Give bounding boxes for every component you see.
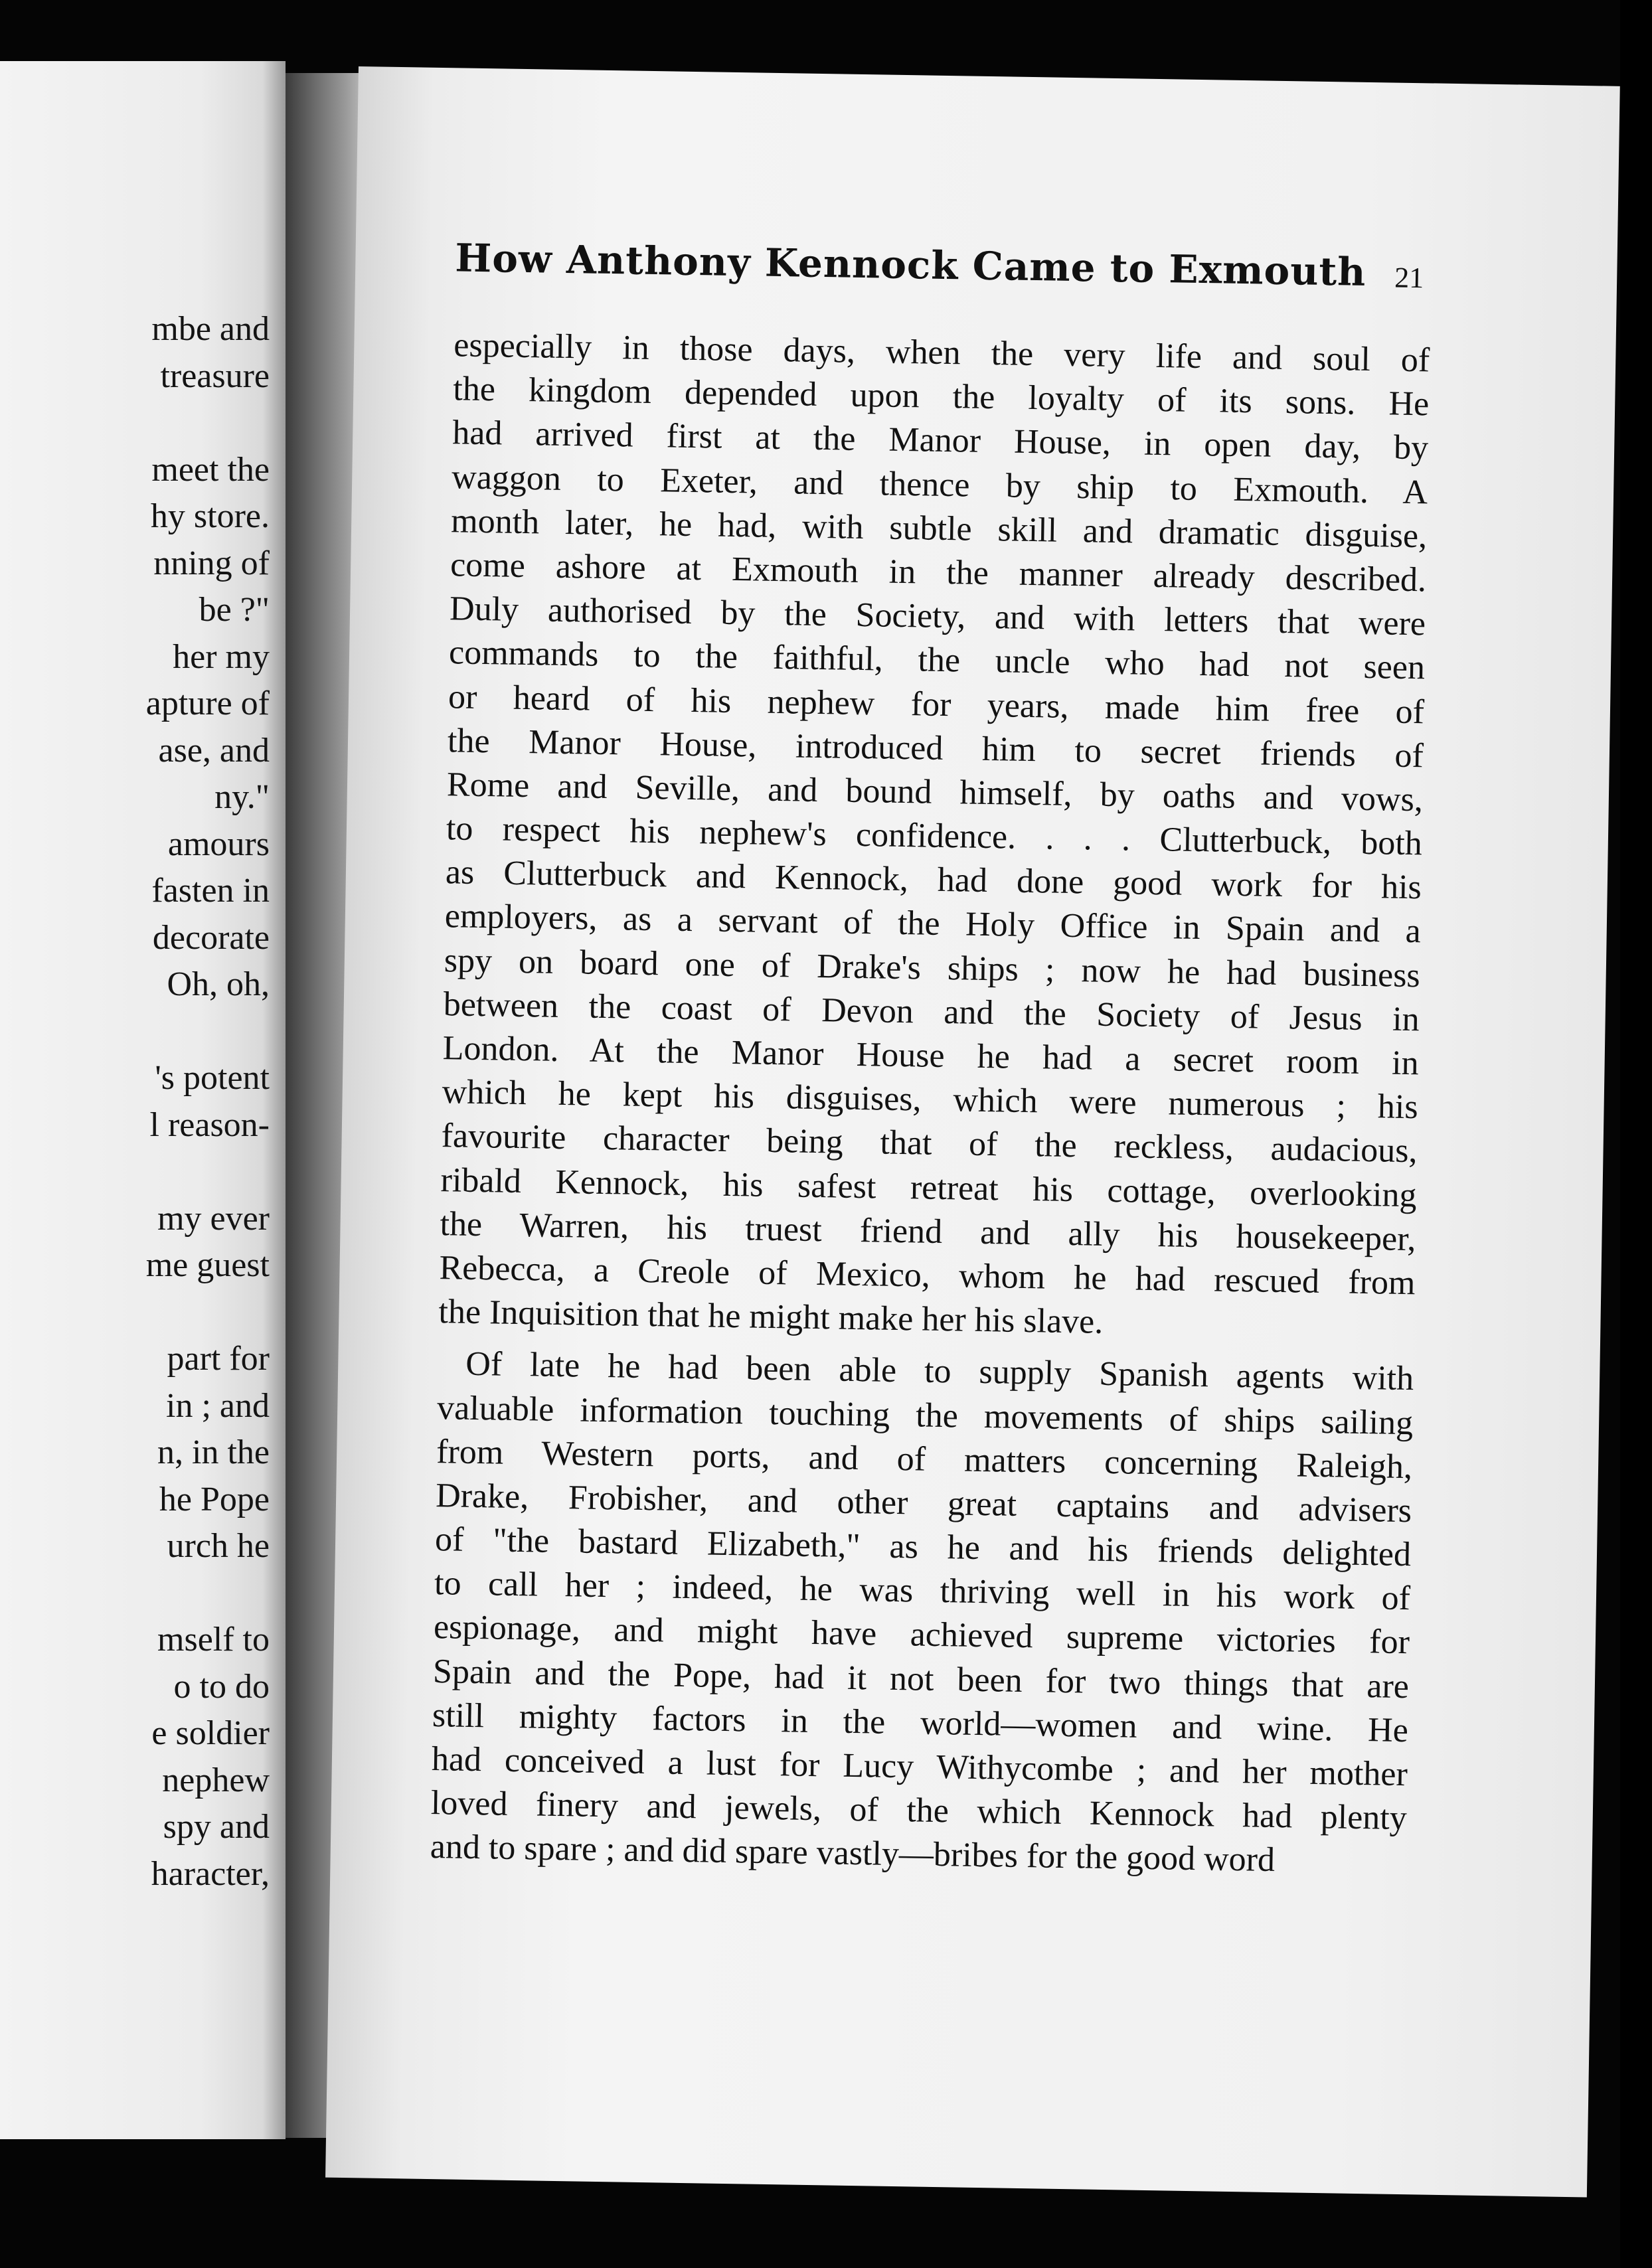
text-line: Of late he had been able to supply Spanish agents with bbox=[465, 1345, 1414, 1398]
text-line: which he kept his disguises, which were numerous ; his bbox=[442, 1073, 1419, 1127]
text-line: commands to the faithful, the uncle who had not seen bbox=[448, 633, 1426, 687]
text-line: the Manor House, introduced him to secret friends of bbox=[447, 721, 1424, 775]
text-line: month later, he had, with subtle skill and dramatic disguise, bbox=[450, 502, 1428, 556]
text-line: Spain and the Pope, had it not been for two things that are bbox=[432, 1652, 1410, 1706]
body-text bbox=[430, 323, 1430, 1884]
left-page-line: hy store. bbox=[150, 497, 270, 535]
left-page-line: he Pope bbox=[159, 1480, 270, 1518]
left-page-line: Oh, oh, bbox=[167, 965, 270, 1003]
left-page-line: l reason- bbox=[149, 1105, 270, 1144]
text-line: valuable information touching the movements of ships sailing bbox=[436, 1388, 1414, 1442]
left-page-line: part for bbox=[167, 1340, 270, 1378]
text-line: London. At the Manor House he had a secret room in bbox=[442, 1029, 1420, 1083]
text-line: spy on board one of Drake's ships ; now he had business bbox=[444, 941, 1421, 995]
left-page-line: 's potent bbox=[155, 1059, 270, 1097]
text-line: waggon to Exeter, and thence by ship to Exmouth. A bbox=[451, 457, 1428, 511]
text-line: especially in those days, when the very life and soul of bbox=[453, 326, 1430, 380]
text-line: the kingdom depended upon the loyalty of its sons. He bbox=[452, 370, 1430, 424]
left-page-line: mself to bbox=[157, 1621, 270, 1659]
left-page-line: nephew bbox=[162, 1761, 270, 1799]
left-page-line: mbe and bbox=[151, 310, 270, 348]
text-line: employers, as a servant of the Holy Office in Spain and a bbox=[444, 897, 1422, 951]
scan-border bbox=[1620, 0, 1652, 2268]
text-line: Rome and Seville, and bound himself, by oaths and vows, bbox=[446, 766, 1424, 819]
text-line: ribald Kennock, his safest retreat his cottage, overlooking bbox=[440, 1161, 1417, 1214]
left-page-line: nning of bbox=[153, 544, 270, 582]
left-page-line: fasten in bbox=[151, 872, 270, 910]
left-page-line: amours bbox=[167, 825, 270, 863]
text-line: to call her ; indeed, he was thriving well in his work of bbox=[434, 1564, 1411, 1618]
text-line: or heard of his nephew for years, made him free of bbox=[448, 677, 1425, 731]
text-line: the Warren, his truest friend and ally his housekeeper, bbox=[440, 1204, 1416, 1258]
page-number: 21 bbox=[1394, 261, 1424, 295]
text-line: espionage, and might have achieved supreme victories for bbox=[433, 1608, 1410, 1662]
text-line: of "the bastard Elizabeth," as he and his friends delighted bbox=[434, 1520, 1412, 1574]
text-line: Duly authorised by the Society, and with letters that were bbox=[449, 590, 1426, 643]
text-line: had arrived first at the Manor House, in open day, by bbox=[452, 414, 1429, 467]
left-page-line: n, in the bbox=[157, 1433, 270, 1471]
paragraph-1 bbox=[438, 323, 1430, 1349]
left-page-line: urch he bbox=[167, 1527, 270, 1565]
left-page-line: my ever bbox=[157, 1199, 270, 1238]
text-line: Rebecca, a Creole of Mexico, whom he had rescued from bbox=[439, 1249, 1416, 1303]
text-line: from Western ports, and of matters concerning Raleigh, bbox=[436, 1432, 1413, 1486]
text-line: favourite character being that of the reckless, audacious, bbox=[441, 1117, 1418, 1171]
text-line: the Inquisition that he might make her his slave. bbox=[438, 1293, 1104, 1341]
left-page-line: decorate bbox=[152, 918, 270, 957]
left-page-line: her my bbox=[173, 637, 270, 676]
left-page-line: o to do bbox=[173, 1667, 270, 1706]
left-page-line: be ?" bbox=[199, 591, 270, 629]
text-line: had conceived a lust for Lucy Withycombe ; and her mother bbox=[431, 1740, 1408, 1794]
running-head: How Anthony Kennock Came to Exmouth bbox=[454, 235, 1366, 295]
right-page bbox=[325, 66, 1620, 2197]
text-line: to respect his nephew's confidence. . . . Clutterbuck, both bbox=[446, 809, 1423, 863]
left-page-line: haracter, bbox=[151, 1854, 270, 1893]
left-page-line: e soldier bbox=[151, 1714, 270, 1752]
text-line: Drake, Frobisher, and other great captains and advisers bbox=[435, 1476, 1412, 1530]
left-page-line: apture of bbox=[145, 685, 270, 722]
text-line: between the coast of Devon and the Society of Jesus in bbox=[443, 985, 1420, 1039]
left-page-line: spy and bbox=[163, 1808, 270, 1846]
left-page-line: ny." bbox=[214, 778, 270, 816]
paragraph-2 bbox=[430, 1342, 1414, 1884]
text-line: come ashore at Exmouth in the manner already described. bbox=[450, 546, 1427, 600]
left-page-line: treasure bbox=[160, 357, 270, 395]
left-page-line: in ; and bbox=[166, 1386, 270, 1425]
text-line: and to spare ; and did spare vastly—bribes for the good word bbox=[430, 1828, 1276, 1880]
left-page-line: ase, and bbox=[158, 731, 270, 770]
left-page-line: me guest bbox=[145, 1246, 270, 1284]
text-line: loved finery and jewels, of the which Kennock had plenty bbox=[430, 1784, 1408, 1838]
text-line: still mighty factors in the world—women and wine. He bbox=[432, 1696, 1409, 1749]
left-page-fragment bbox=[0, 61, 286, 2139]
left-page-line: meet the bbox=[151, 450, 270, 489]
text-line: as Clutterbuck and Kennock, had done good work for his bbox=[445, 853, 1422, 907]
